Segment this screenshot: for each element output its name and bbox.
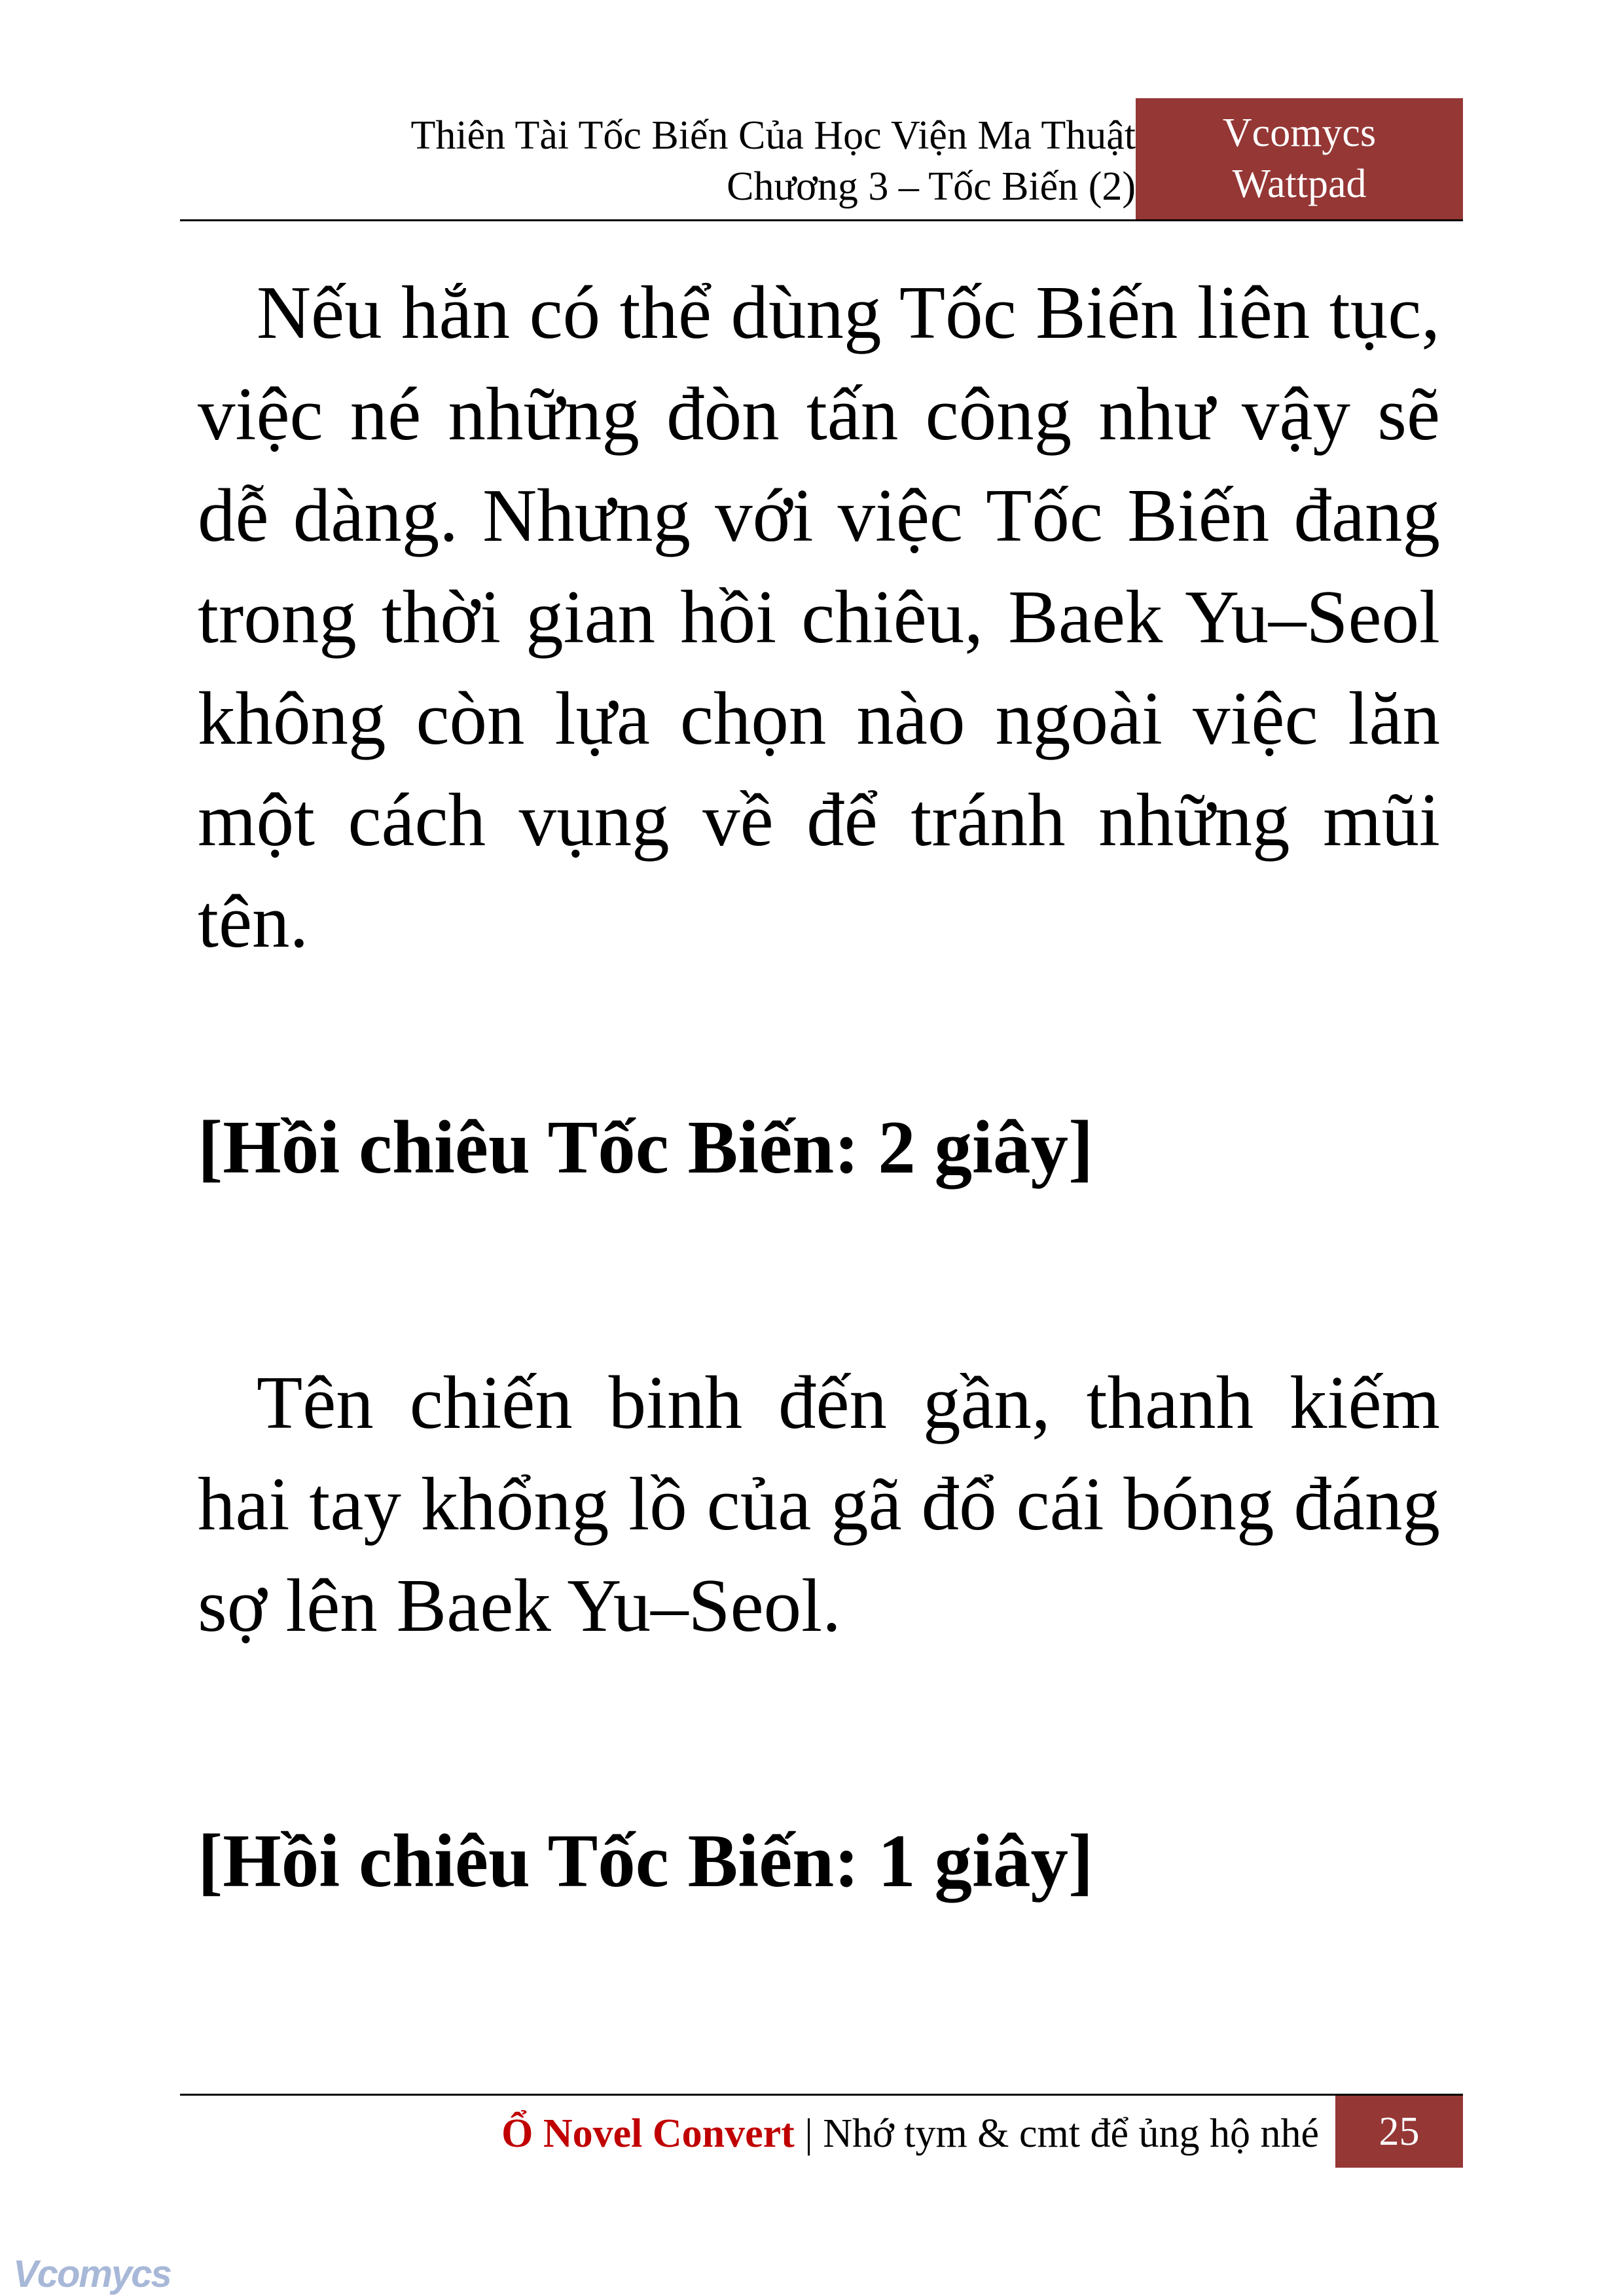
paragraph-2: Tên chiến binh đến gần, thanh kiếm hai tay khổng lồ của gã đổ cái bóng đáng sợ lên Baek Yu–Seol. (198, 1361, 1440, 1647)
watermark-logo: Vcomycs (13, 2253, 171, 2295)
cooldown-status-2: [Hồi chiêu Tốc Biến: 1 giây] (198, 1819, 1094, 1903)
page-number: 25 (1335, 2096, 1463, 2168)
spacer (198, 1198, 1440, 1352)
book-title: Thiên Tài Tốc Biến Của Học Viện Ma Thuật (410, 113, 1136, 158)
spacer (198, 972, 1440, 1097)
cooldown-status-1: [Hồi chiêu Tốc Biến: 2 giây] (198, 1106, 1094, 1189)
source-badge (1136, 98, 1463, 219)
paragraph-1: Nếu hắn có thể dùng Tốc Biến liên tục, việc né những đòn tấn công như vậy sẽ dễ dàng. Nhưng với việc Tốc Biến đang trong thời gian hồi chiêu, Baek Yu–Seol không còn lựa chọn nào ngoài việc lăn một cách vụng về để tránh những mũi tên. (198, 271, 1440, 963)
page-header (180, 98, 1463, 221)
header-titles (411, 110, 1136, 212)
page-content (198, 262, 1440, 1912)
footer-separator: | (794, 2111, 823, 2156)
footer-message: Nhớ tym & cmt để ủng hộ nhé (823, 2111, 1319, 2156)
badge-line-vcomycs: Vcomycs (1222, 111, 1377, 155)
page-footer (180, 2094, 1463, 2168)
footer-brand: Ổ Novel Convert (501, 2111, 795, 2156)
chapter-title: Chương 3 – Tốc Biến (2) (727, 164, 1136, 209)
badge-line-wattpad: Wattpad (1232, 162, 1367, 206)
footer-text (501, 2107, 1319, 2160)
spacer (198, 1656, 1440, 1810)
